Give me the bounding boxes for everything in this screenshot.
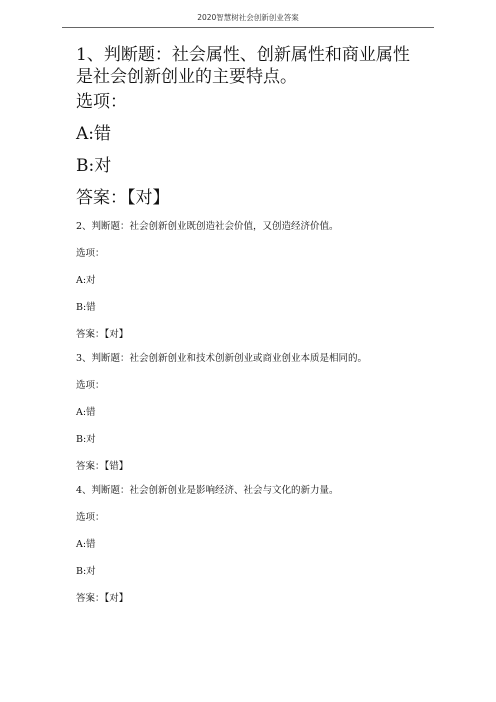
question-stem: 3、判断题：社会创新创业和技术创新创业或商业创业本质是相同的。 (76, 353, 368, 364)
option-b: B:对 (76, 566, 96, 577)
answer: 答案：【对】 (76, 329, 129, 340)
answer: 答案：【错】 (76, 461, 129, 472)
question-2 (76, 220, 426, 341)
page-header: 2020智慧树社会创新创业答案 (197, 13, 299, 22)
question-stem (76, 44, 426, 88)
question-1 (76, 44, 426, 209)
option-b: B:对 (76, 156, 112, 176)
option-b: B:对 (76, 434, 96, 445)
header-divider (62, 27, 434, 28)
option-a: A:错 (76, 539, 96, 550)
answer: 答案：【对】 (76, 188, 170, 208)
option-a: A:对 (76, 275, 96, 286)
options-label: 选项： (76, 512, 105, 523)
question-stem-line: 1、判断题：社会属性、创新属性和商业属性 (76, 45, 410, 65)
options-label: 选项： (76, 92, 127, 112)
option-a: A:错 (76, 124, 112, 144)
options-label: 选项： (76, 380, 105, 391)
question-stem: 2、判断题：社会创新创业既创造社会价值，又创造经济价值。 (76, 221, 339, 232)
options-label: 选项： (76, 248, 105, 259)
question-stem: 4、判断题：社会创新创业是影响经济、社会与文化的新力量。 (76, 485, 339, 496)
question-3 (76, 352, 426, 473)
option-a: A:错 (76, 407, 96, 418)
question-4 (76, 484, 426, 605)
document-body (76, 44, 426, 616)
option-b: B:错 (76, 302, 96, 313)
question-stem-line: 是社会创新创业的主要特点。 (76, 67, 297, 87)
answer: 答案：【对】 (76, 593, 129, 604)
